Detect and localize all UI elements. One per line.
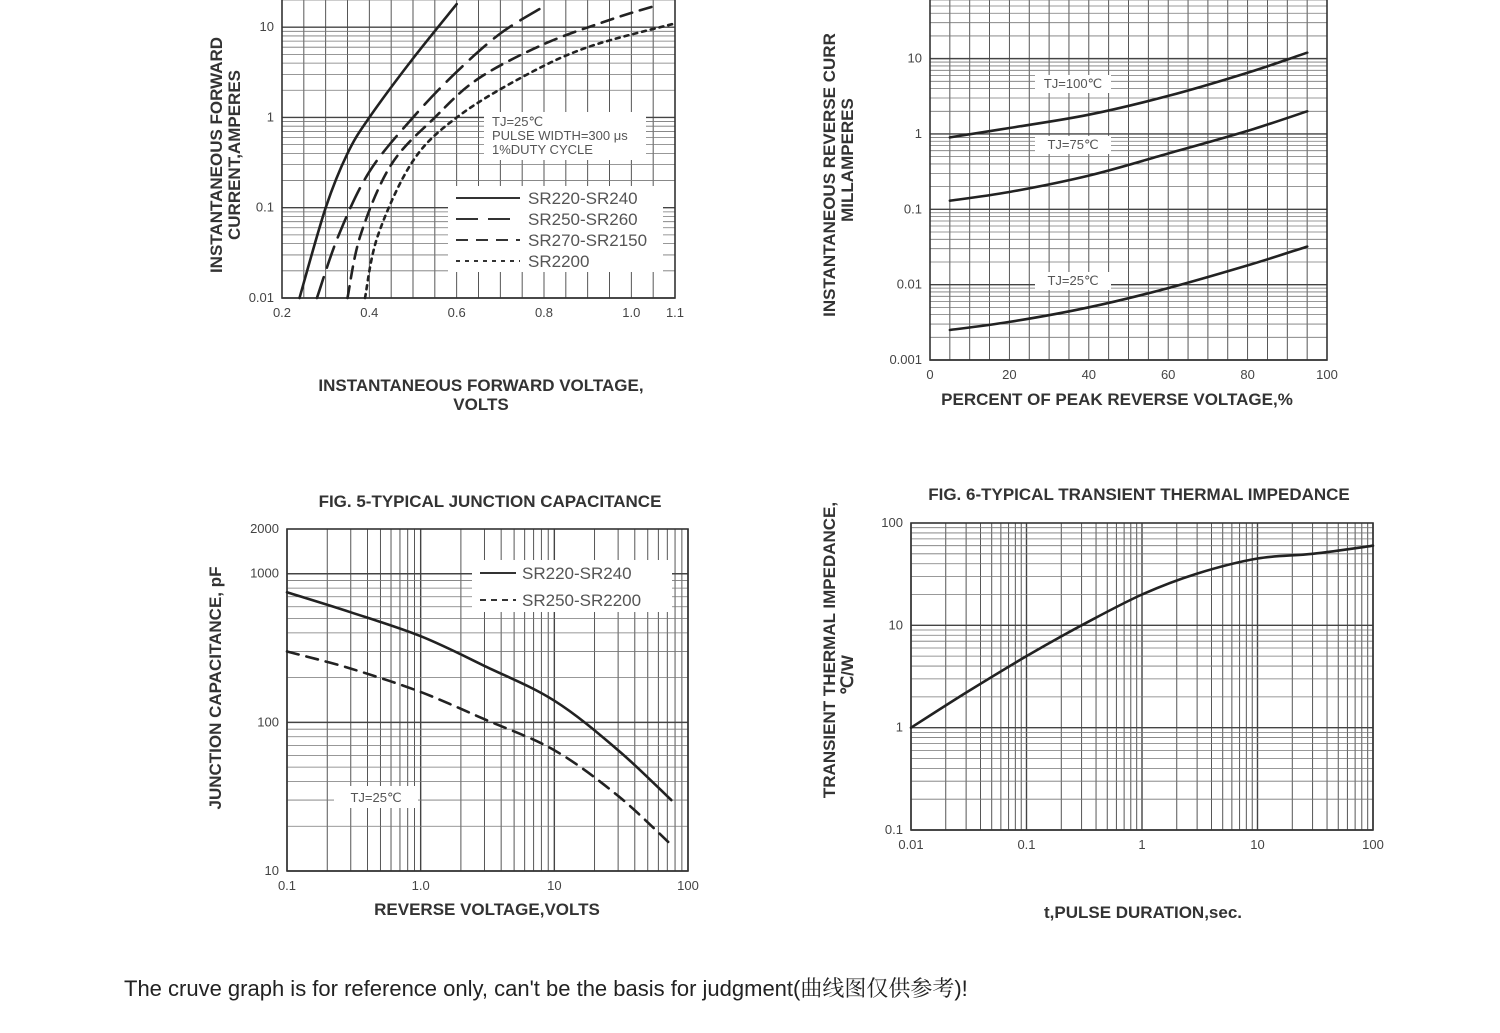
fig6-x-tick-label: 10 xyxy=(1250,837,1265,852)
fig3-series-line-1 xyxy=(300,4,457,298)
fig5-legend-label: SR250-SR2200 xyxy=(522,591,642,610)
fig5-y-tick-label: 1000 xyxy=(250,565,279,581)
fig6-y-tick-label: 100 xyxy=(881,515,903,530)
fig5-x-tick-label: 1.0 xyxy=(411,878,430,893)
fig5-x-tick-label: 0.1 xyxy=(277,878,297,893)
fig3-legend-label: SR250-SR260 xyxy=(528,210,638,229)
fig5-y-axis-label: JUNCTION CAPACITANCE, pF xyxy=(206,566,225,810)
fig4-y-tick-label: 0.001 xyxy=(889,352,922,367)
fig4-x-tick-label: 80 xyxy=(1240,367,1255,382)
fig6-y-axis-label-2: ℃/W xyxy=(838,655,857,695)
fig3-legend-label: SR2200 xyxy=(528,252,590,271)
fig5-annotation: TJ=25℃ xyxy=(350,790,402,805)
fig3-x-tick-label: 0.2 xyxy=(272,305,292,320)
fig6-x-tick-label: 1 xyxy=(1138,837,1146,852)
fig5-x-axis-label: REVERSE VOLTAGE,VOLTS xyxy=(374,900,600,919)
fig3-legend-label: SR270-SR2150 xyxy=(528,231,648,250)
fig4-y-tick-label: 0.1 xyxy=(903,201,922,217)
fig3-x-tick-label: 1.1 xyxy=(665,305,685,320)
fig4-y-axis-label-2: MILLAMPERES xyxy=(838,98,857,222)
fig4-curve-label: TJ=75℃ xyxy=(1047,137,1099,152)
fig3-x-tick-label: 0.8 xyxy=(534,305,554,320)
fig3-x-axis-label: INSTANTANEOUS FORWARD VOLTAGE, xyxy=(318,376,644,395)
fig6-y-tick-label: 1 xyxy=(895,719,903,735)
fig4-x-tick-label: 0 xyxy=(926,367,934,382)
fig6-title: FIG. 6-TYPICAL TRANSIENT THERMAL IMPEDANCE xyxy=(928,485,1350,504)
fig6-x-tick-label: 0.01 xyxy=(898,837,924,852)
fig5-x-tick-label: 10 xyxy=(547,878,562,893)
fig6-x-tick-label: 0.1 xyxy=(1017,837,1036,852)
fig5-legend-label: SR220-SR240 xyxy=(522,564,632,583)
chart-reverse-characteristics xyxy=(820,0,1338,409)
fig5-y-tick-label: 100 xyxy=(257,714,279,730)
fig3-annotation-line: TJ=25℃ xyxy=(492,114,544,129)
fig3-y-tick-label: 1 xyxy=(266,109,274,125)
fig3-x-tick-label: 0.6 xyxy=(447,305,466,320)
fig4-x-axis-label: PERCENT OF PEAK REVERSE VOLTAGE,% xyxy=(941,390,1293,409)
fig5-title: FIG. 5-TYPICAL JUNCTION CAPACITANCE xyxy=(318,492,662,511)
fig4-y-axis-label: INSTANTANEOUS REVERSE CURR xyxy=(820,33,839,317)
fig4-y-tick-label: 1 xyxy=(914,125,922,141)
fig3-annotation-line: 1%DUTY CYCLE xyxy=(492,142,593,157)
fig3-y-tick-label: 0.1 xyxy=(255,199,274,215)
fig5-y-tick-label: 2000 xyxy=(250,521,279,536)
fig4-curve-label: TJ=25℃ xyxy=(1047,273,1099,288)
fig6-x-tick-label: 100 xyxy=(1362,837,1384,852)
fig5-series-line-2 xyxy=(287,652,671,845)
fig3-x-tick-label: 1.0 xyxy=(622,305,641,320)
fig4-x-tick-label: 60 xyxy=(1160,367,1176,382)
fig6-y-tick-label: 10 xyxy=(888,617,903,633)
fig3-y-tick-label: 10 xyxy=(259,19,274,35)
chart-forward-characteristics xyxy=(207,0,684,414)
fig4-y-tick-label: 0.01 xyxy=(896,276,922,292)
disclaimer-note: The cruve graph is for reference only, can't be the basis for judgment(曲线图仅供参考)! xyxy=(124,976,968,1001)
fig4-curve-label: TJ=100℃ xyxy=(1043,76,1103,91)
fig6-x-axis-label: t,PULSE DURATION,sec. xyxy=(1043,903,1243,922)
fig5-x-tick-label: 100 xyxy=(677,878,699,893)
fig3-x-axis-label-2: VOLTS xyxy=(453,395,509,414)
fig3-x-tick-label: 0.4 xyxy=(360,305,379,320)
fig3-y-axis-label-2: CURRENT,AMPERES xyxy=(225,69,244,241)
fig4-y-tick-label: 10 xyxy=(907,50,922,66)
fig3-y-tick-label: 0.01 xyxy=(248,290,274,305)
fig5-y-tick-label: 10 xyxy=(264,863,279,878)
fig6-y-axis-label: TRANSIENT THERMAL IMPEDANCE, xyxy=(820,501,839,799)
fig4-x-tick-label: 100 xyxy=(1316,367,1338,382)
fig4-x-tick-label: 40 xyxy=(1081,367,1097,382)
fig3-legend-label: SR220-SR240 xyxy=(528,189,638,208)
fig5-series-line-1 xyxy=(287,592,671,800)
chart-junction-capacitance xyxy=(206,492,699,919)
fig3-y-axis-label: INSTANTANEOUS FORWARD xyxy=(207,36,226,274)
chart-transient-thermal-impedance xyxy=(820,485,1384,922)
fig3-annotation-line: PULSE WIDTH=300 μs xyxy=(492,128,628,143)
fig6-y-tick-label: 0.1 xyxy=(884,822,903,837)
fig4-x-tick-label: 20 xyxy=(1002,367,1017,382)
